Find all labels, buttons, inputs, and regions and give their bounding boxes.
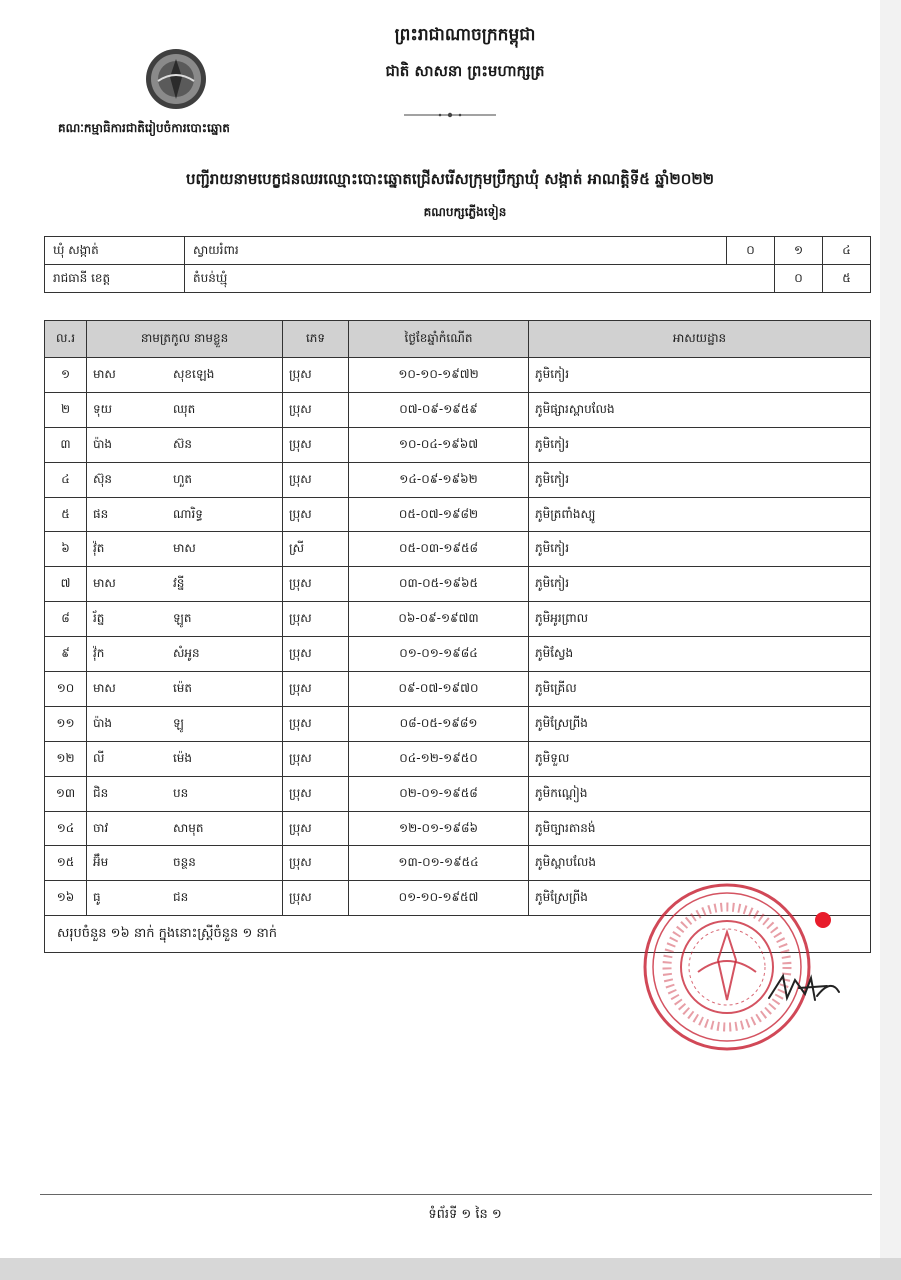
- date-of-birth: ០៤-១២-១៩៥០: [349, 741, 529, 776]
- candidate-name: [87, 497, 283, 532]
- commune-value: ស្វាយរំពារ: [185, 237, 727, 265]
- column-header: ល.រ: [45, 321, 87, 358]
- table-row: [45, 602, 871, 637]
- given-name: មាស: [173, 541, 196, 556]
- table-row: [45, 776, 871, 811]
- address: ភូមិទួល: [529, 741, 871, 776]
- table-row: [45, 427, 871, 462]
- table-row: [45, 392, 871, 427]
- address: ភូមិផ្សារស្ពាបលែង: [529, 392, 871, 427]
- family-name: មាស: [93, 366, 116, 381]
- candidate-name: [87, 462, 283, 497]
- address: ភូមិច្បារតានង់: [529, 811, 871, 846]
- given-name: ឈុត: [173, 401, 196, 416]
- given-name: ជន: [173, 890, 189, 905]
- given-name: សុខឡេង: [173, 366, 215, 381]
- family-name: អ៊ឹម: [93, 855, 109, 870]
- commune-label: ឃុំ សង្កាត់: [45, 237, 185, 265]
- row-number: ៩: [45, 637, 87, 672]
- family-name: រ័ត្ន: [93, 611, 105, 626]
- scan-margin: [880, 0, 901, 1258]
- given-name: ចន្ថន: [173, 855, 196, 870]
- row-number: ២: [45, 392, 87, 427]
- sex: ប្រុស: [283, 462, 349, 497]
- family-name: ប៉ាង: [93, 715, 113, 730]
- sex: ប្រុស: [283, 602, 349, 637]
- table-row: [45, 706, 871, 741]
- candidate-name: [87, 811, 283, 846]
- date-of-birth: ០៥-០៧-១៩៨២: [349, 497, 529, 532]
- family-name: វ៉ុត: [93, 541, 105, 556]
- family-name: ចាវ: [93, 820, 109, 835]
- given-name: ហួត: [173, 471, 193, 486]
- province-label: រាជធានី ខេត្ត: [45, 265, 185, 293]
- organization-name: គណៈកម្មាធិការជាតិរៀបចំការបោះឆ្នោត: [58, 121, 230, 135]
- table-row: [45, 567, 871, 602]
- address: ភូមិគ្រើល: [529, 672, 871, 707]
- column-header: អាសយដ្ឋាន: [529, 321, 871, 358]
- family-name: ផន: [93, 506, 109, 521]
- table-row: [45, 811, 871, 846]
- row-number: ៣: [45, 427, 87, 462]
- commune-row: [45, 237, 871, 265]
- row-number: ១២: [45, 741, 87, 776]
- date-of-birth: ០១-១០-១៩៥៧: [349, 881, 529, 916]
- given-name: បន: [173, 785, 189, 800]
- commune-code-digit: ០: [727, 237, 775, 265]
- address: ភូមិកៀរ: [529, 567, 871, 602]
- address: ភូមិត្រពាំងស្បូ: [529, 497, 871, 532]
- date-of-birth: ១០-១០-១៩៧២: [349, 358, 529, 393]
- address: ភូមិស្ពាបលែង: [529, 846, 871, 881]
- scan-margin: [0, 1258, 901, 1280]
- address: ភូមិស្រែព្រីង: [529, 881, 871, 916]
- sex: ប្រុស: [283, 358, 349, 393]
- address: ភូមិកៀរ: [529, 358, 871, 393]
- table-row: [45, 672, 871, 707]
- candidate-name: [87, 602, 283, 637]
- address: ភូមិកៀរ: [529, 427, 871, 462]
- candidate-name: [87, 392, 283, 427]
- address: ភូមិកៀរ: [529, 532, 871, 567]
- family-name: ជិន: [93, 785, 109, 800]
- candidate-name: [87, 427, 283, 462]
- nec-logo-icon: [144, 47, 208, 111]
- page-number: ទំព័រទី ១ នៃ ១: [428, 1207, 502, 1222]
- row-number: ១: [45, 358, 87, 393]
- sex: ប្រុស: [283, 672, 349, 707]
- candidate-name: [87, 741, 283, 776]
- address: ភូមិស្រែព្រីង: [529, 706, 871, 741]
- row-number: ១៦: [45, 881, 87, 916]
- province-code-digit: ០: [775, 265, 823, 293]
- province-row: [45, 265, 871, 293]
- national-motto: ជាតិ សាសនា ព្រះមហាក្សត្រ: [385, 62, 545, 80]
- family-name: ទុយ: [93, 401, 113, 416]
- table-row: [45, 358, 871, 393]
- province-code-digit: ៥: [823, 265, 871, 293]
- family-name: ប៉ាង: [93, 436, 113, 451]
- date-of-birth: ០៦-០៩-១៩៧៣: [349, 602, 529, 637]
- date-of-birth: ០៥-០៣-១៩៥៨: [349, 532, 529, 567]
- candidate-name: [87, 846, 283, 881]
- address: ភូមិស្វែង: [529, 637, 871, 672]
- row-number: ១៤: [45, 811, 87, 846]
- date-of-birth: ០៣-០៥-១៩៦៥: [349, 567, 529, 602]
- date-of-birth: ១៣-០១-១៩៥៤: [349, 846, 529, 881]
- date-of-birth: ០៧-០៩-១៩៥៩: [349, 392, 529, 427]
- row-number: ១០: [45, 672, 87, 707]
- row-number: ៧: [45, 567, 87, 602]
- candidate-name: [87, 532, 283, 567]
- family-name: លី: [93, 750, 105, 765]
- province-value: តំបន់ឃ្មុំ: [185, 265, 775, 293]
- family-name: វ៉ុក: [93, 646, 105, 661]
- location-table: [44, 236, 871, 293]
- row-number: ៥: [45, 497, 87, 532]
- candidate-name: [87, 358, 283, 393]
- candidate-table: [44, 320, 871, 953]
- row-number: ៦: [45, 532, 87, 567]
- row-number: ៤: [45, 462, 87, 497]
- address: ភូមិកៀរ: [529, 462, 871, 497]
- table-row: [45, 462, 871, 497]
- column-header: ថ្ងៃខែឆ្នាំកំណើត: [349, 321, 529, 358]
- address: ភូមិអូរព្រាល: [529, 602, 871, 637]
- given-name: ឡូ: [173, 715, 184, 730]
- family-name: មាស: [93, 576, 116, 591]
- commune-code-digit: ៤: [823, 237, 871, 265]
- divider-ornament: [404, 112, 496, 118]
- date-of-birth: ០១-០១-១៩៨៤: [349, 637, 529, 672]
- table-row: [45, 497, 871, 532]
- sex: ស្រី: [283, 532, 349, 567]
- footer-rule: [40, 1194, 872, 1195]
- candidate-name: [87, 672, 283, 707]
- commune-code-digit: ១: [775, 237, 823, 265]
- party-name: គណបក្សភ្លើងទៀន: [423, 205, 507, 219]
- summary-text: សរុបចំនួន ១៦ នាក់ ក្នុងនោះស្ត្រីចំនួន ១ នាក់: [45, 916, 871, 953]
- given-name: សាមុត: [173, 820, 204, 835]
- given-name: ស៊ន: [173, 436, 193, 451]
- sex: ប្រុស: [283, 567, 349, 602]
- kingdom-heading: ព្រះរាជាណាចក្រកម្ពុជា: [394, 25, 536, 45]
- candidate-name: [87, 706, 283, 741]
- given-name: ម៉េង: [173, 750, 193, 765]
- sex: ប្រុស: [283, 706, 349, 741]
- given-name: ឡូត: [173, 611, 192, 626]
- document-title: បញ្ជីរាយនាមបេក្ខជនឈរឈ្មោះបោះឆ្នោតជ្រើសរើសក្រុមប្រឹក្សាឃុំ សង្កាត់ អាណត្តិទី៥ ឆ្នាំ២០២២: [185, 170, 715, 188]
- date-of-birth: ០២-០១-១៩៥៨: [349, 776, 529, 811]
- row-number: ១៣: [45, 776, 87, 811]
- row-number: ១៥: [45, 846, 87, 881]
- sex: ប្រុស: [283, 427, 349, 462]
- sex: ប្រុស: [283, 497, 349, 532]
- date-of-birth: ១២-០១-១៩៨៦: [349, 811, 529, 846]
- candidate-name: [87, 637, 283, 672]
- family-name: ស៊ុន: [93, 471, 113, 486]
- column-header: នាមត្រកូល នាមខ្លួន: [87, 321, 283, 358]
- red-dot: [815, 912, 831, 928]
- table-header-row: [45, 321, 871, 358]
- given-name: ម៉េត: [173, 680, 193, 695]
- column-header: ភេទ: [283, 321, 349, 358]
- date-of-birth: ០៩-០៧-១៩៧០: [349, 672, 529, 707]
- sex: ប្រុស: [283, 776, 349, 811]
- given-name: ណារិទ្ធ: [173, 506, 203, 521]
- table-row: [45, 741, 871, 776]
- sex: ប្រុស: [283, 846, 349, 881]
- sex: ប្រុស: [283, 637, 349, 672]
- family-name: មាស: [93, 680, 116, 695]
- signature-icon: [765, 968, 845, 1008]
- date-of-birth: ១០-០៤-១៩៦៧: [349, 427, 529, 462]
- candidate-name: [87, 567, 283, 602]
- given-name: វន្នី: [173, 576, 185, 591]
- sex: ប្រុស: [283, 811, 349, 846]
- address: ភូមិកណ្តៀង: [529, 776, 871, 811]
- sex: ប្រុស: [283, 392, 349, 427]
- row-number: ៨: [45, 602, 87, 637]
- row-number: ១១: [45, 706, 87, 741]
- candidate-name: [87, 881, 283, 916]
- table-row: [45, 846, 871, 881]
- date-of-birth: ០៨-០៥-១៩៨១: [349, 706, 529, 741]
- sex: ប្រុស: [283, 881, 349, 916]
- given-name: សំអូន: [173, 646, 200, 661]
- table-row: [45, 532, 871, 567]
- candidate-name: [87, 776, 283, 811]
- sex: ប្រុស: [283, 741, 349, 776]
- family-name: ធូ: [93, 890, 101, 905]
- table-row: [45, 637, 871, 672]
- date-of-birth: ១៤-០៩-១៩៦២: [349, 462, 529, 497]
